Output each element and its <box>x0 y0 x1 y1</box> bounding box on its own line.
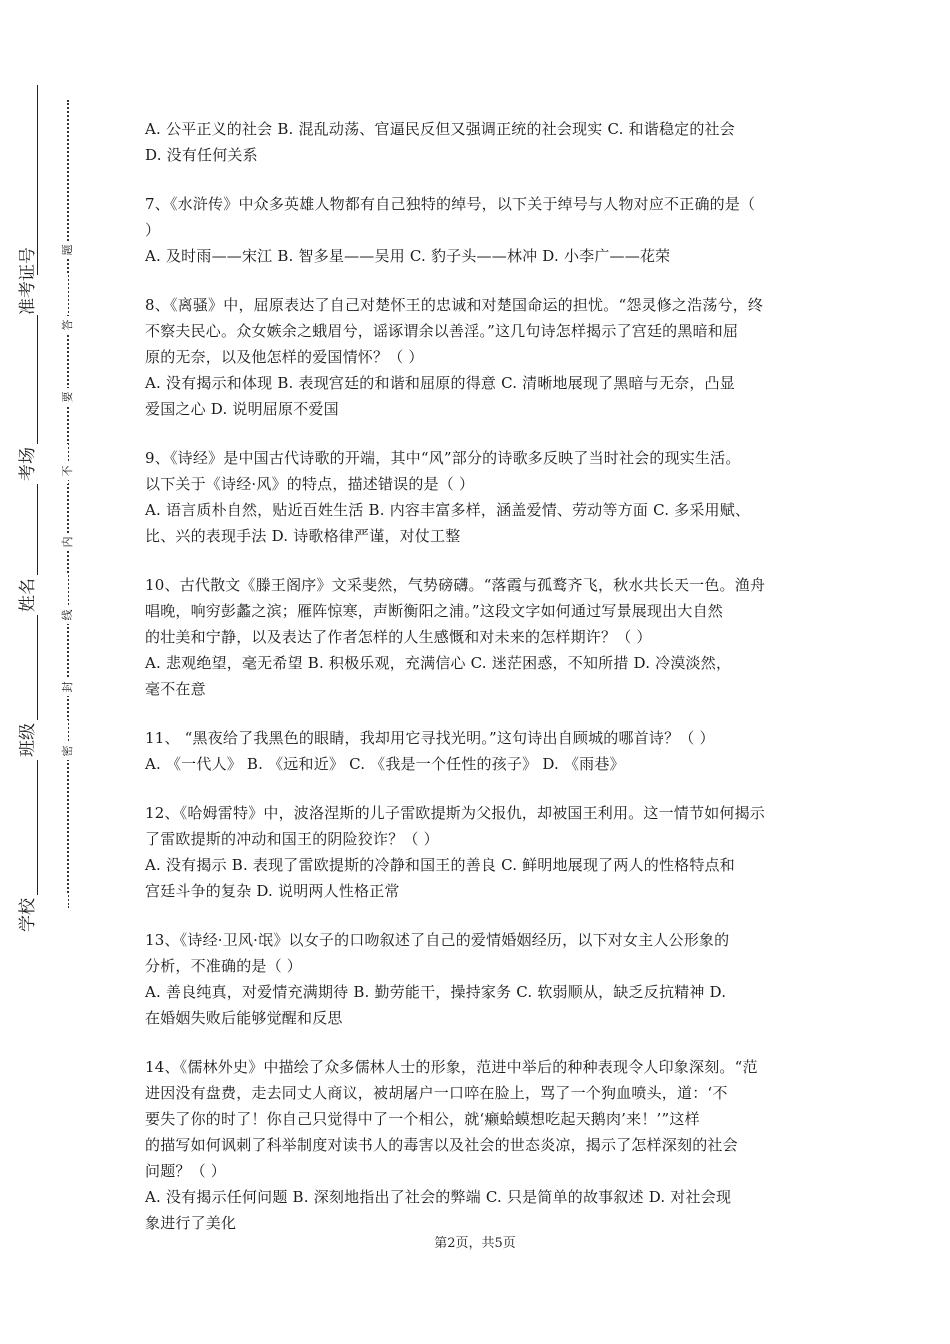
seal-char-nei: 内 <box>59 533 77 551</box>
question-q13 <box>145 927 817 1031</box>
question-q12 <box>145 800 817 904</box>
seal-char-bu: 不 <box>59 462 77 480</box>
question-line: 原的无奈，以及他怎样的爱国情怀？（ ） <box>145 348 424 366</box>
question-line: 7、《水浒传》中众多英雄人物都有自己独特的绰号，以下关于绰号与人物对应不正确的是（ <box>145 195 756 213</box>
question-line: A. 悲观绝望，毫无希望 B. 积极乐观，充满信心 C. 迷茫困惑，不知所措 D. 冷漠淡然， <box>145 654 732 672</box>
question-line: A. 及时雨——宋江 B. 智多星——吴用 C. 豹子头——林冲 D. 小李广——花荣 <box>145 247 671 265</box>
question-line: 要失了你的时了！你自己只觉得中了一个相公，就‘癞蛤蟆想吃起天鹅肉’来！’”这样 <box>145 1110 700 1128</box>
question-line: A. 没有揭示任何问题 B. 深刻地指出了社会的弊端 C. 只是简单的故事叙述 D. 对社会现 <box>145 1188 732 1206</box>
question-line: 了雷欧提斯的冲动和国王的阴险狡诈？（ ） <box>145 830 439 848</box>
question-line: A. 《一代人》 B. 《远和近》 C. 《我是一个任性的孩子》 D. 《雨巷》 <box>145 755 625 773</box>
question-list <box>145 116 817 1259</box>
question-line: 进因没有盘费，走去同丈人商议，被胡屠户一口啐在脸上，骂了一个狗血喷头，道：‘不 <box>145 1084 728 1102</box>
seal-char-xian: 线 <box>59 606 77 624</box>
question-line: 10、古代散文《滕王阁序》文采斐然，气势磅礴。“落霞与孤鹜齐飞，秋水共长天一色。渔舟 <box>145 576 766 594</box>
seal-char-ti: 题 <box>59 241 77 259</box>
question-q11 <box>145 725 817 777</box>
admission-number-label: 准考证号 <box>8 275 68 315</box>
seal-char-da: 答 <box>59 316 77 334</box>
question-line: 不察夫民心。众女嫉余之蛾眉兮，谣诼谓余以善淫。”这几句诗怎样揭示了宫廷的黑暗和屈 <box>145 322 739 340</box>
binding-solid-line <box>37 85 38 925</box>
question-q6-options <box>145 116 817 168</box>
question-line: 分析，不准确的是（ ） <box>145 957 302 975</box>
question-line: 爱国之心 D. 说明屈原不爱国 <box>145 400 339 418</box>
question-line: 毫不在意 <box>145 680 206 698</box>
binding-margin <box>0 0 110 1344</box>
question-q8 <box>145 292 817 422</box>
seal-char-feng: 封 <box>59 678 77 696</box>
question-line: 8、《离骚》中，屈原表达了自己对楚怀王的忠诚和对楚国命运的担忧。“怨灵修之浩荡兮，终 <box>145 296 764 314</box>
question-line: ） <box>145 221 161 239</box>
seal-dotted-line <box>67 100 69 908</box>
question-q9 <box>145 445 817 549</box>
question-line: 11、 “黑夜给了我黑色的眼睛，我却用它寻找光明。”这句诗出自顾城的哪首诗？（ ） <box>145 729 715 747</box>
question-line: 问题？（ ） <box>145 1162 226 1180</box>
question-q10 <box>145 572 817 702</box>
question-line: 的描写如何讽刺了科举制度对读书人的毒害以及社会的世态炎凉，揭示了怎样深刻的社会 <box>145 1136 738 1154</box>
question-line: A. 公平正义的社会 B. 混乱动荡、官逼民反但又强调正统的社会现实 C. 和谐稳定的社会 <box>145 120 735 138</box>
question-line: 以下关于《诗经·风》的特点，描述错误的是（ ） <box>145 475 475 493</box>
seal-char-yao: 要 <box>59 388 77 406</box>
question-line: 象进行了美化 <box>145 1214 237 1232</box>
question-line: 9、《诗经》是中国古代诗歌的开端，其中“风”部分的诗歌多反映了当时社会的现实生活。 <box>145 449 741 467</box>
question-line: 宫廷斗争的复杂 D. 说明两人性格正常 <box>145 882 400 900</box>
question-line: D. 没有任何关系 <box>145 146 258 164</box>
question-line: A. 善良纯真，对爱情充满期待 B. 勤劳能干，操持家务 C. 软弱顺从，缺乏反抗精神 D. <box>145 983 727 1001</box>
question-line: 比、兴的表现手法 D. 诗歌格律严谨，对仗工整 <box>145 527 461 545</box>
school-label: 学校 <box>8 895 68 935</box>
question-line: A. 没有揭示和体现 B. 表现宫廷的和谐和屈原的得意 C. 清晰地展现了黑暗与无奈，凸显 <box>145 374 735 392</box>
question-line: 14、《儒林外史》中描绘了众多儒林人士的形象，范进中举后的种种表现令人印象深刻。“范 <box>145 1058 758 1076</box>
question-q14 <box>145 1054 817 1236</box>
question-line: A. 没有揭示 B. 表现了雷欧提斯的冷静和国王的善良 C. 鲜明地展现了两人的性格特点和 <box>145 856 735 874</box>
page-number: 第2页，共5页 <box>434 1236 516 1251</box>
exam-room-label: 考场 <box>8 444 68 484</box>
question-line: 在婚姻失败后能够觉醒和反思 <box>145 1009 343 1027</box>
question-line: 的壮美和宁静，以及表达了作者怎样的人生感慨和对未来的怎样期许？（ ） <box>145 628 652 646</box>
question-line: A. 语言质朴自然，贴近百姓生活 B. 内容丰富多样，涵盖爱情、劳动等方面 C. 多采用赋、 <box>145 501 751 519</box>
seal-char-mi: 密 <box>59 742 77 760</box>
question-line: 13、《诗经·卫风·氓》以女子的口吻叙述了自己的爱情婚姻经历，以下对女主人公形象的 <box>145 931 730 949</box>
question-line: 12、《哈姆雷特》中，波洛涅斯的儿子雷欧提斯为父报仇，却被国王利用。这一情节如何揭示 <box>145 804 765 822</box>
question-q7 <box>145 191 817 269</box>
name-label: 姓名 <box>8 575 68 615</box>
class-label: 班级 <box>8 720 68 760</box>
question-line: 唱晚，响穷彭蠡之滨；雁阵惊寒，声断衡阳之浦。”这段文字如何通过写景展现出大自然 <box>145 602 723 620</box>
